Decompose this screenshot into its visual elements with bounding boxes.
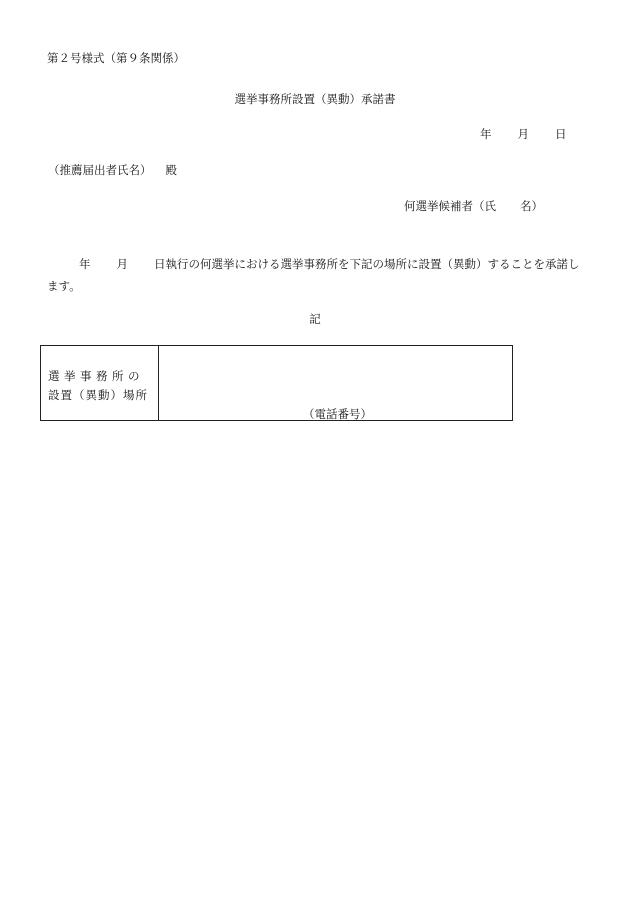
addressee-honorific: 殿 [165, 163, 177, 177]
location-label-line1: 選挙事務所の [48, 369, 144, 383]
date-day: 日 [555, 127, 567, 141]
form-number: 第２号様式（第９条関係） [47, 51, 185, 65]
candidate-signature [404, 198, 543, 214]
date-line [480, 126, 567, 142]
addressee-name-placeholder: （推薦届出者氏名） [48, 163, 152, 177]
addressee [48, 162, 177, 178]
office-location-table [40, 345, 513, 421]
candidate-suffix: 名） [520, 199, 543, 213]
location-label-cell [41, 346, 159, 420]
document-title: 選挙事務所設置（異動）承諾書 [234, 92, 396, 106]
ki-heading: 記 [309, 312, 321, 326]
phone-number-label: （電話番号） [303, 407, 372, 421]
candidate-label: 何選挙候補者（氏 [404, 199, 496, 213]
consent-statement [47, 253, 580, 297]
body-year: 年 [79, 257, 91, 271]
body-month: 月 [116, 257, 128, 271]
date-year: 年 [480, 127, 492, 141]
body-text: 日執行の何選挙における選挙事務所を下記の場所に設置（異動）することを承諾します。 [47, 257, 580, 293]
location-label-line2: 設置（異動）場所 [48, 388, 148, 402]
date-month: 月 [517, 127, 529, 141]
